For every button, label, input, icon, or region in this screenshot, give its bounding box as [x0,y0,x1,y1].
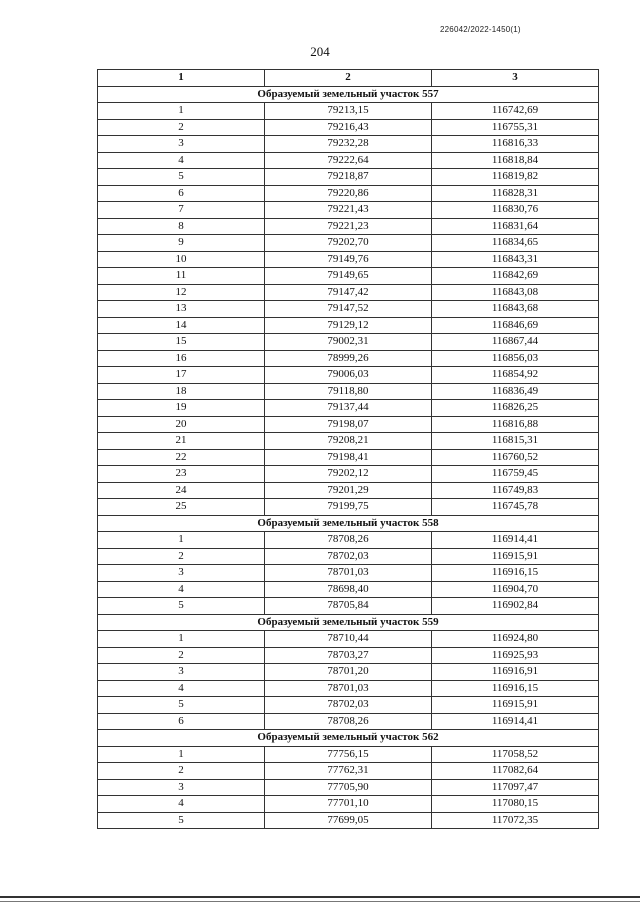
y-coordinate-cell: 116816,88 [432,416,599,433]
x-coordinate-cell: 78999,26 [265,350,432,367]
y-coordinate-cell: 116816,33 [432,136,599,153]
y-coordinate-cell: 116843,68 [432,301,599,318]
point-number-cell: 3 [98,136,265,153]
table-row [98,152,599,169]
point-number-cell: 2 [98,119,265,136]
point-number-cell: 3 [98,779,265,796]
point-number-cell: 1 [98,532,265,549]
table-row [98,334,599,351]
table-row [98,763,599,780]
x-coordinate-cell: 77705,90 [265,779,432,796]
point-number-cell: 8 [98,218,265,235]
table-row [98,647,599,664]
section-header-row [98,86,599,103]
section-title: Образуемый земельный участок 562 [98,730,599,747]
y-coordinate-cell: 116818,84 [432,152,599,169]
x-coordinate-cell: 78702,03 [265,548,432,565]
y-coordinate-cell: 117082,64 [432,763,599,780]
point-number-cell: 4 [98,796,265,813]
y-coordinate-cell: 116843,31 [432,251,599,268]
point-number-cell: 2 [98,548,265,565]
y-coordinate-cell: 116925,93 [432,647,599,664]
section-header-row [98,614,599,631]
section-header-row [98,515,599,532]
table-row [98,317,599,334]
table-row [98,532,599,549]
section-title: Образуемый земельный участок 558 [98,515,599,532]
page-number: 204 [310,44,330,59]
point-number-cell: 23 [98,466,265,483]
x-coordinate-cell: 78702,03 [265,697,432,714]
table-row [98,268,599,285]
point-number-cell: 17 [98,367,265,384]
x-coordinate-cell: 79118,80 [265,383,432,400]
y-coordinate-cell: 116916,15 [432,565,599,582]
x-coordinate-cell: 77756,15 [265,746,432,763]
x-coordinate-cell: 79202,70 [265,235,432,252]
x-coordinate-cell: 77762,31 [265,763,432,780]
y-coordinate-cell: 116834,65 [432,235,599,252]
x-coordinate-cell: 79149,76 [265,251,432,268]
table-row [98,119,599,136]
y-coordinate-cell: 116904,70 [432,581,599,598]
point-number-cell: 19 [98,400,265,417]
coordinates-table [97,69,599,829]
table-row [98,367,599,384]
point-number-cell: 12 [98,284,265,301]
table-row [98,548,599,565]
x-coordinate-cell: 78701,20 [265,664,432,681]
table-row [98,565,599,582]
section-title: Образуемый земельный участок 559 [98,614,599,631]
table-row [98,301,599,318]
x-coordinate-cell: 78703,27 [265,647,432,664]
y-coordinate-cell: 116830,76 [432,202,599,219]
x-coordinate-cell: 79202,12 [265,466,432,483]
point-number-cell: 18 [98,383,265,400]
y-coordinate-cell: 116924,80 [432,631,599,648]
y-coordinate-cell: 116828,31 [432,185,599,202]
y-coordinate-cell: 116815,31 [432,433,599,450]
x-coordinate-cell: 79216,43 [265,119,432,136]
table-row [98,169,599,186]
y-coordinate-cell: 116819,82 [432,169,599,186]
x-coordinate-cell: 79147,42 [265,284,432,301]
table-row [98,598,599,615]
point-number-cell: 9 [98,235,265,252]
x-coordinate-cell: 79002,31 [265,334,432,351]
x-coordinate-cell: 79129,12 [265,317,432,334]
x-coordinate-cell: 78701,03 [265,565,432,582]
table-row [98,713,599,730]
table-row [98,631,599,648]
y-coordinate-cell: 117097,47 [432,779,599,796]
x-coordinate-cell: 78701,03 [265,680,432,697]
table-row [98,796,599,813]
point-number-cell: 1 [98,103,265,120]
column-header: 3 [432,70,599,87]
y-coordinate-cell: 117072,35 [432,812,599,829]
x-coordinate-cell: 78708,26 [265,713,432,730]
point-number-cell: 14 [98,317,265,334]
table-row [98,284,599,301]
point-number-cell: 5 [98,169,265,186]
x-coordinate-cell: 79232,28 [265,136,432,153]
point-number-cell: 4 [98,581,265,598]
y-coordinate-cell: 116755,31 [432,119,599,136]
x-coordinate-cell: 77699,05 [265,812,432,829]
y-coordinate-cell: 116902,84 [432,598,599,615]
table-row [98,383,599,400]
table-row [98,136,599,153]
point-number-cell: 15 [98,334,265,351]
point-number-cell: 22 [98,449,265,466]
table-row [98,664,599,681]
section-title: Образуемый земельный участок 557 [98,86,599,103]
y-coordinate-cell: 116915,91 [432,548,599,565]
x-coordinate-cell: 79198,41 [265,449,432,466]
scan-edge-line-thin [0,901,640,902]
point-number-cell: 2 [98,647,265,664]
x-coordinate-cell: 79221,43 [265,202,432,219]
point-number-cell: 7 [98,202,265,219]
point-number-cell: 10 [98,251,265,268]
x-coordinate-cell: 78705,84 [265,598,432,615]
point-number-cell: 4 [98,152,265,169]
x-coordinate-cell: 78710,44 [265,631,432,648]
point-number-cell: 24 [98,482,265,499]
point-number-cell: 16 [98,350,265,367]
x-coordinate-cell: 79208,21 [265,433,432,450]
y-coordinate-cell: 116914,41 [432,713,599,730]
document-id: 226042/2022-1450(1) [440,25,521,34]
y-coordinate-cell: 116843,08 [432,284,599,301]
x-coordinate-cell: 79213,15 [265,103,432,120]
point-number-cell: 20 [98,416,265,433]
table-row [98,416,599,433]
table-row [98,746,599,763]
table-header-row [98,70,599,87]
x-coordinate-cell: 79221,23 [265,218,432,235]
point-number-cell: 11 [98,268,265,285]
y-coordinate-cell: 116759,45 [432,466,599,483]
point-number-cell: 6 [98,713,265,730]
y-coordinate-cell: 116842,69 [432,268,599,285]
y-coordinate-cell: 116760,52 [432,449,599,466]
table-row [98,350,599,367]
table-row [98,482,599,499]
y-coordinate-cell: 116915,91 [432,697,599,714]
x-coordinate-cell: 79149,65 [265,268,432,285]
table-row [98,218,599,235]
y-coordinate-cell: 116749,83 [432,482,599,499]
x-coordinate-cell: 79198,07 [265,416,432,433]
y-coordinate-cell: 116856,03 [432,350,599,367]
y-coordinate-cell: 116836,49 [432,383,599,400]
y-coordinate-cell: 116831,64 [432,218,599,235]
x-coordinate-cell: 79147,52 [265,301,432,318]
y-coordinate-cell: 116745,78 [432,499,599,516]
y-coordinate-cell: 116742,69 [432,103,599,120]
x-coordinate-cell: 79006,03 [265,367,432,384]
point-number-cell: 3 [98,565,265,582]
table-row [98,235,599,252]
y-coordinate-cell: 116916,91 [432,664,599,681]
column-header: 2 [265,70,432,87]
table-row [98,812,599,829]
y-coordinate-cell: 116846,69 [432,317,599,334]
table-row [98,185,599,202]
point-number-cell: 21 [98,433,265,450]
x-coordinate-cell: 79137,44 [265,400,432,417]
table-row [98,779,599,796]
point-number-cell: 25 [98,499,265,516]
x-coordinate-cell: 79218,87 [265,169,432,186]
table-row [98,449,599,466]
point-number-cell: 6 [98,185,265,202]
x-coordinate-cell: 78698,40 [265,581,432,598]
point-number-cell: 1 [98,631,265,648]
table-row [98,581,599,598]
table-body [98,86,599,829]
point-number-cell: 2 [98,763,265,780]
point-number-cell: 3 [98,664,265,681]
point-number-cell: 1 [98,746,265,763]
x-coordinate-cell: 79201,29 [265,482,432,499]
column-header: 1 [98,70,265,87]
table-row [98,466,599,483]
point-number-cell: 5 [98,812,265,829]
x-coordinate-cell: 79220,86 [265,185,432,202]
table-row [98,251,599,268]
y-coordinate-cell: 117058,52 [432,746,599,763]
y-coordinate-cell: 116867,44 [432,334,599,351]
point-number-cell: 13 [98,301,265,318]
section-header-row [98,730,599,747]
x-coordinate-cell: 79222,64 [265,152,432,169]
y-coordinate-cell: 116914,41 [432,532,599,549]
table-row [98,499,599,516]
y-coordinate-cell: 116916,15 [432,680,599,697]
point-number-cell: 5 [98,697,265,714]
table-row [98,433,599,450]
table-row [98,680,599,697]
scan-edge-line [0,896,640,898]
table-row [98,697,599,714]
table-row [98,103,599,120]
x-coordinate-cell: 77701,10 [265,796,432,813]
x-coordinate-cell: 79199,75 [265,499,432,516]
y-coordinate-cell: 117080,15 [432,796,599,813]
x-coordinate-cell: 78708,26 [265,532,432,549]
point-number-cell: 5 [98,598,265,615]
point-number-cell: 4 [98,680,265,697]
table-row [98,400,599,417]
y-coordinate-cell: 116826,25 [432,400,599,417]
table-row [98,202,599,219]
y-coordinate-cell: 116854,92 [432,367,599,384]
